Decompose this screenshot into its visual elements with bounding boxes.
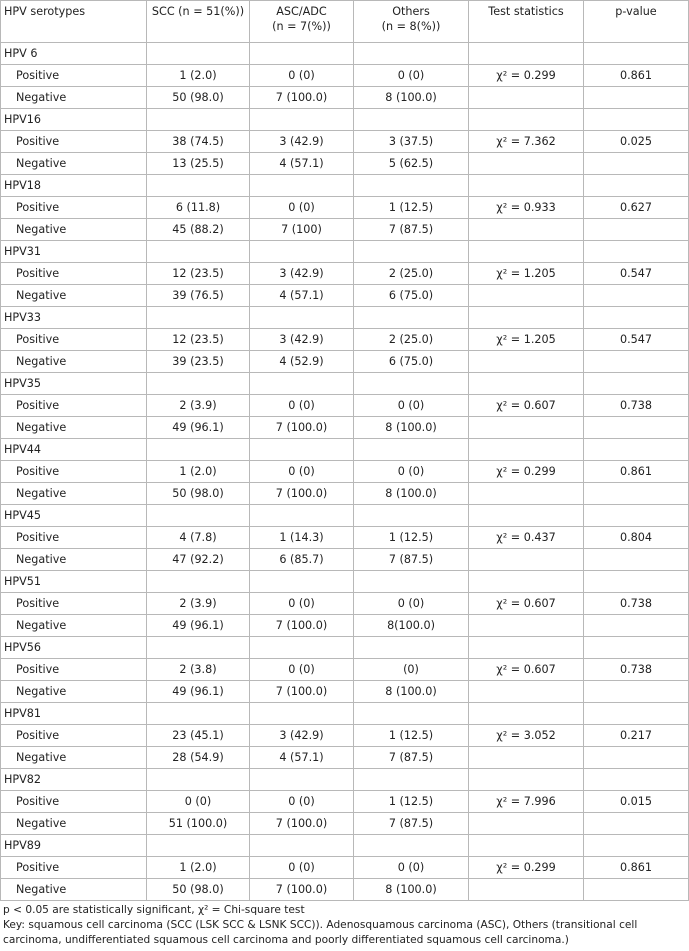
empty-cell (469, 175, 584, 197)
scc-value: 6 (11.8) (147, 197, 250, 219)
others-value: 7 (87.5) (354, 549, 469, 571)
positive-label: Positive (1, 857, 147, 879)
empty-cell (469, 219, 584, 241)
others-value: 0 (0) (354, 65, 469, 87)
header-others-line1: Others (392, 5, 430, 18)
empty-cell (584, 615, 689, 637)
asc-adc-value: 7 (100.0) (250, 87, 354, 109)
asc-adc-value: 0 (0) (250, 65, 354, 87)
test-statistic: χ² = 0.607 (469, 659, 584, 681)
empty-cell (147, 109, 250, 131)
serotype-group-row (1, 109, 689, 131)
empty-cell (584, 351, 689, 373)
empty-cell (469, 571, 584, 593)
empty-cell (469, 43, 584, 65)
asc-adc-value: 0 (0) (250, 659, 354, 681)
empty-cell (250, 373, 354, 395)
positive-row (1, 791, 689, 813)
asc-adc-value: 4 (52.9) (250, 351, 354, 373)
footnote-significance: p < 0.05 are statistically significant, χ² = Chi-square test (3, 904, 305, 916)
empty-cell (250, 703, 354, 725)
empty-cell (250, 637, 354, 659)
header-asc-adc-line1: ASC/ADC (276, 5, 327, 18)
empty-cell (584, 813, 689, 835)
negative-row (1, 813, 689, 835)
negative-row (1, 153, 689, 175)
negative-row (1, 681, 689, 703)
header-asc-adc-line2: (n = 7(%)) (272, 20, 331, 33)
positive-row (1, 263, 689, 285)
asc-adc-value: 7 (100.0) (250, 813, 354, 835)
test-statistic: χ² = 0.299 (469, 461, 584, 483)
serotype-group-row (1, 175, 689, 197)
scc-value: 38 (74.5) (147, 131, 250, 153)
empty-cell (469, 813, 584, 835)
empty-cell (469, 879, 584, 901)
asc-adc-value: 3 (42.9) (250, 329, 354, 351)
positive-row (1, 593, 689, 615)
scc-value: 4 (7.8) (147, 527, 250, 549)
others-value: 7 (87.5) (354, 747, 469, 769)
empty-cell (147, 637, 250, 659)
empty-cell (469, 637, 584, 659)
negative-row (1, 351, 689, 373)
asc-adc-value: 0 (0) (250, 395, 354, 417)
empty-cell (469, 835, 584, 857)
empty-cell (584, 505, 689, 527)
scc-value: 28 (54.9) (147, 747, 250, 769)
others-value: 8 (100.0) (354, 879, 469, 901)
empty-cell (469, 681, 584, 703)
empty-cell (354, 307, 469, 329)
header-scc: SCC (n = 51(%)) (147, 1, 250, 43)
test-statistic: χ² = 0.933 (469, 197, 584, 219)
serotype-name: HPV35 (1, 373, 147, 395)
p-value: 0.804 (584, 527, 689, 549)
empty-cell (584, 835, 689, 857)
others-value: 6 (75.0) (354, 285, 469, 307)
empty-cell (469, 769, 584, 791)
empty-cell (354, 43, 469, 65)
empty-cell (584, 153, 689, 175)
serotype-group-row (1, 241, 689, 263)
serotype-name: HPV82 (1, 769, 147, 791)
empty-cell (584, 769, 689, 791)
positive-label: Positive (1, 197, 147, 219)
empty-cell (584, 747, 689, 769)
positive-row (1, 65, 689, 87)
negative-row (1, 549, 689, 571)
empty-cell (147, 307, 250, 329)
empty-cell (584, 483, 689, 505)
empty-cell (469, 241, 584, 263)
asc-adc-value: 7 (100) (250, 219, 354, 241)
positive-label: Positive (1, 791, 147, 813)
scc-value: 47 (92.2) (147, 549, 250, 571)
others-value: 1 (12.5) (354, 197, 469, 219)
empty-cell (147, 241, 250, 263)
serotype-group-row (1, 769, 689, 791)
empty-cell (250, 43, 354, 65)
empty-cell (469, 307, 584, 329)
empty-cell (584, 109, 689, 131)
others-value: (0) (354, 659, 469, 681)
test-statistic: χ² = 0.299 (469, 65, 584, 87)
empty-cell (584, 703, 689, 725)
negative-label: Negative (1, 351, 147, 373)
empty-cell (354, 835, 469, 857)
asc-adc-value: 4 (57.1) (250, 153, 354, 175)
asc-adc-value: 0 (0) (250, 593, 354, 615)
empty-cell (354, 175, 469, 197)
empty-cell (469, 109, 584, 131)
asc-adc-value: 3 (42.9) (250, 725, 354, 747)
empty-cell (250, 835, 354, 857)
empty-cell (147, 505, 250, 527)
empty-cell (147, 439, 250, 461)
p-value: 0.015 (584, 791, 689, 813)
test-statistic: χ² = 0.437 (469, 527, 584, 549)
others-value: 0 (0) (354, 395, 469, 417)
empty-cell (250, 439, 354, 461)
negative-row (1, 219, 689, 241)
scc-value: 1 (2.0) (147, 461, 250, 483)
negative-label: Negative (1, 483, 147, 505)
positive-label: Positive (1, 395, 147, 417)
empty-cell (354, 439, 469, 461)
asc-adc-value: 4 (57.1) (250, 747, 354, 769)
negative-row (1, 747, 689, 769)
negative-row (1, 615, 689, 637)
serotype-name: HPV45 (1, 505, 147, 527)
empty-cell (584, 175, 689, 197)
empty-cell (469, 153, 584, 175)
others-value: 8 (100.0) (354, 483, 469, 505)
negative-label: Negative (1, 879, 147, 901)
empty-cell (354, 571, 469, 593)
others-value: 0 (0) (354, 857, 469, 879)
positive-label: Positive (1, 65, 147, 87)
serotype-name: HPV56 (1, 637, 147, 659)
positive-label: Positive (1, 527, 147, 549)
empty-cell (584, 87, 689, 109)
serotype-name: HPV89 (1, 835, 147, 857)
scc-value: 45 (88.2) (147, 219, 250, 241)
asc-adc-value: 4 (57.1) (250, 285, 354, 307)
empty-cell (147, 571, 250, 593)
serotype-group-row (1, 439, 689, 461)
footnote-key-line2: carcinoma, undifferentiated squamous cell carcinoma and poorly differentiated squamous cell carcinoma.) (3, 934, 569, 946)
p-value: 0.627 (584, 197, 689, 219)
serotype-name: HPV16 (1, 109, 147, 131)
positive-label: Positive (1, 329, 147, 351)
empty-cell (354, 373, 469, 395)
asc-adc-value: 7 (100.0) (250, 615, 354, 637)
others-value: 7 (87.5) (354, 813, 469, 835)
positive-label: Positive (1, 461, 147, 483)
empty-cell (584, 549, 689, 571)
others-value: 0 (0) (354, 461, 469, 483)
others-value: 0 (0) (354, 593, 469, 615)
positive-row (1, 131, 689, 153)
negative-row (1, 483, 689, 505)
empty-cell (584, 681, 689, 703)
scc-value: 0 (0) (147, 791, 250, 813)
empty-cell (584, 285, 689, 307)
serotype-group-row (1, 307, 689, 329)
scc-value: 49 (96.1) (147, 615, 250, 637)
empty-cell (469, 747, 584, 769)
others-value: 1 (12.5) (354, 725, 469, 747)
empty-cell (469, 483, 584, 505)
scc-value: 23 (45.1) (147, 725, 250, 747)
others-value: 2 (25.0) (354, 329, 469, 351)
others-value: 1 (12.5) (354, 527, 469, 549)
serotype-name: HPV51 (1, 571, 147, 593)
scc-value: 50 (98.0) (147, 879, 250, 901)
empty-cell (584, 571, 689, 593)
serotype-name: HPV33 (1, 307, 147, 329)
scc-value: 39 (76.5) (147, 285, 250, 307)
empty-cell (584, 637, 689, 659)
asc-adc-value: 7 (100.0) (250, 879, 354, 901)
positive-label: Positive (1, 263, 147, 285)
test-statistic: χ² = 1.205 (469, 329, 584, 351)
empty-cell (250, 769, 354, 791)
negative-label: Negative (1, 219, 147, 241)
empty-cell (469, 549, 584, 571)
empty-cell (584, 241, 689, 263)
empty-cell (250, 241, 354, 263)
others-value: 7 (87.5) (354, 219, 469, 241)
serotype-name: HPV81 (1, 703, 147, 725)
positive-label: Positive (1, 659, 147, 681)
positive-row (1, 527, 689, 549)
header-others-line2: (n = 8(%)) (381, 20, 441, 33)
test-statistic: χ² = 1.205 (469, 263, 584, 285)
asc-adc-value: 3 (42.9) (250, 263, 354, 285)
asc-adc-value: 6 (85.7) (250, 549, 354, 571)
scc-value: 12 (23.5) (147, 263, 250, 285)
p-value: 0.738 (584, 593, 689, 615)
others-value: 6 (75.0) (354, 351, 469, 373)
p-value: 0.547 (584, 263, 689, 285)
scc-value: 50 (98.0) (147, 87, 250, 109)
empty-cell (354, 769, 469, 791)
others-value: 5 (62.5) (354, 153, 469, 175)
negative-label: Negative (1, 549, 147, 571)
others-value: 8 (100.0) (354, 417, 469, 439)
negative-label: Negative (1, 153, 147, 175)
negative-label: Negative (1, 747, 147, 769)
empty-cell (584, 219, 689, 241)
asc-adc-value: 0 (0) (250, 197, 354, 219)
empty-cell (584, 879, 689, 901)
asc-adc-value: 7 (100.0) (250, 417, 354, 439)
p-value: 0.738 (584, 395, 689, 417)
empty-cell (354, 505, 469, 527)
header-serotypes: HPV serotypes (1, 1, 147, 43)
scc-value: 49 (96.1) (147, 681, 250, 703)
serotype-name: HPV31 (1, 241, 147, 263)
positive-label: Positive (1, 593, 147, 615)
asc-adc-value: 3 (42.9) (250, 131, 354, 153)
positive-label: Positive (1, 725, 147, 747)
others-value: 8 (100.0) (354, 87, 469, 109)
p-value: 0.861 (584, 65, 689, 87)
scc-value: 2 (3.9) (147, 395, 250, 417)
negative-row (1, 285, 689, 307)
negative-label: Negative (1, 285, 147, 307)
negative-row (1, 87, 689, 109)
asc-adc-value: 0 (0) (250, 857, 354, 879)
empty-cell (250, 109, 354, 131)
scc-value: 12 (23.5) (147, 329, 250, 351)
scc-value: 2 (3.8) (147, 659, 250, 681)
scc-value: 2 (3.9) (147, 593, 250, 615)
others-value: 1 (12.5) (354, 791, 469, 813)
serotype-name: HPV44 (1, 439, 147, 461)
empty-cell (147, 175, 250, 197)
empty-cell (147, 373, 250, 395)
empty-cell (354, 637, 469, 659)
positive-row (1, 395, 689, 417)
scc-value: 50 (98.0) (147, 483, 250, 505)
empty-cell (147, 769, 250, 791)
empty-cell (584, 439, 689, 461)
empty-cell (584, 307, 689, 329)
p-value: 0.025 (584, 131, 689, 153)
p-value: 0.861 (584, 461, 689, 483)
test-statistic: χ² = 3.052 (469, 725, 584, 747)
header-others (354, 1, 469, 43)
positive-row (1, 857, 689, 879)
serotype-group-row (1, 637, 689, 659)
others-value: 8(100.0) (354, 615, 469, 637)
table-footnotes (0, 901, 689, 948)
serotype-group-row (1, 571, 689, 593)
empty-cell (354, 241, 469, 263)
test-statistic: χ² = 7.996 (469, 791, 584, 813)
empty-cell (469, 439, 584, 461)
serotype-name: HPV18 (1, 175, 147, 197)
header-p-value: p-value (584, 1, 689, 43)
empty-cell (250, 571, 354, 593)
scc-value: 51 (100.0) (147, 813, 250, 835)
empty-cell (469, 285, 584, 307)
serotype-group-row (1, 835, 689, 857)
scc-value: 13 (25.5) (147, 153, 250, 175)
negative-row (1, 879, 689, 901)
serotype-group-row (1, 703, 689, 725)
empty-cell (250, 505, 354, 527)
negative-label: Negative (1, 417, 147, 439)
header-test-statistics: Test statistics (469, 1, 584, 43)
empty-cell (584, 417, 689, 439)
empty-cell (469, 615, 584, 637)
positive-row (1, 461, 689, 483)
asc-adc-value: 0 (0) (250, 791, 354, 813)
scc-value: 49 (96.1) (147, 417, 250, 439)
positive-row (1, 329, 689, 351)
scc-value: 1 (2.0) (147, 857, 250, 879)
negative-label: Negative (1, 681, 147, 703)
p-value: 0.547 (584, 329, 689, 351)
others-value: 8 (100.0) (354, 681, 469, 703)
table-body (1, 43, 689, 901)
empty-cell (147, 835, 250, 857)
asc-adc-value: 7 (100.0) (250, 681, 354, 703)
others-value: 2 (25.0) (354, 263, 469, 285)
serotype-group-row (1, 43, 689, 65)
empty-cell (584, 43, 689, 65)
empty-cell (469, 87, 584, 109)
p-value: 0.861 (584, 857, 689, 879)
negative-row (1, 417, 689, 439)
scc-value: 1 (2.0) (147, 65, 250, 87)
scc-value: 39 (23.5) (147, 351, 250, 373)
test-statistic: χ² = 7.362 (469, 131, 584, 153)
empty-cell (469, 703, 584, 725)
positive-row (1, 197, 689, 219)
empty-cell (354, 703, 469, 725)
p-value: 0.738 (584, 659, 689, 681)
serotype-group-row (1, 505, 689, 527)
empty-cell (147, 703, 250, 725)
negative-label: Negative (1, 615, 147, 637)
empty-cell (250, 175, 354, 197)
positive-label: Positive (1, 131, 147, 153)
empty-cell (469, 373, 584, 395)
empty-cell (250, 307, 354, 329)
asc-adc-value: 0 (0) (250, 461, 354, 483)
serotype-group-row (1, 373, 689, 395)
asc-adc-value: 1 (14.3) (250, 527, 354, 549)
table-header-row (1, 1, 689, 43)
empty-cell (469, 505, 584, 527)
test-statistic: χ² = 0.607 (469, 395, 584, 417)
others-value: 3 (37.5) (354, 131, 469, 153)
positive-row (1, 659, 689, 681)
empty-cell (469, 417, 584, 439)
empty-cell (354, 109, 469, 131)
serotype-name: HPV 6 (1, 43, 147, 65)
empty-cell (584, 373, 689, 395)
empty-cell (147, 43, 250, 65)
empty-cell (469, 351, 584, 373)
p-value: 0.217 (584, 725, 689, 747)
negative-label: Negative (1, 813, 147, 835)
test-statistic: χ² = 0.299 (469, 857, 584, 879)
header-asc-adc (250, 1, 354, 43)
positive-row (1, 725, 689, 747)
test-statistic: χ² = 0.607 (469, 593, 584, 615)
footnote-key-line1: Key: squamous cell carcinoma (SCC (LSK SCC & LSNK SCC)). Adenosquamous carcinoma (ASC), Others (transitional cell (3, 919, 638, 931)
negative-label: Negative (1, 87, 147, 109)
asc-adc-value: 7 (100.0) (250, 483, 354, 505)
